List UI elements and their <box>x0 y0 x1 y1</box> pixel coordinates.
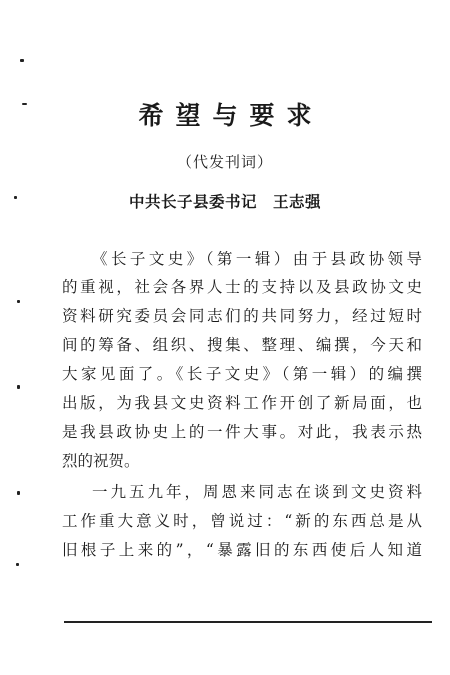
text-line: 资料研究委员会同志们的共同努力，经过短时 <box>62 307 422 325</box>
text-line: 旧根子上来的”，“暴露旧的东西使后人知道 <box>62 541 422 559</box>
page-subtitle: （代发刊词） <box>176 153 273 171</box>
author-line <box>0 190 450 212</box>
text-line: 烈的祝贺。 <box>62 452 140 470</box>
margin-mark <box>20 59 24 62</box>
text-line: 一九五九年，周恩来同志在谈到文史资料 <box>92 483 422 501</box>
page-title: 希望与要求 <box>138 101 324 130</box>
text-line: 是我县政协史上的一件大事。对此，我表示热 <box>62 423 422 441</box>
text-line: 出版，为我县文史资料工作开创了新局面，也 <box>62 394 422 412</box>
margin-mark <box>17 491 20 495</box>
text-line: 《长子文史》（第一辑）由于县政协领导 <box>92 250 422 268</box>
margin-mark <box>17 300 20 303</box>
author-name: 王志强 <box>273 193 322 211</box>
text-line: 的重视，社会各界人士的支持以及县政协文史 <box>62 278 422 296</box>
text-line: 大家见面了。《长子文史》（第一辑）的编撰 <box>62 365 422 383</box>
margin-mark <box>17 385 20 389</box>
margin-mark <box>16 563 19 566</box>
text-line: 工作重大意义时，曾说过：“新的东西总是从 <box>62 512 422 530</box>
text-line: 间的筹备、组织、搜集、整理、编撰，今天和 <box>62 336 422 354</box>
footer-rule <box>64 621 432 623</box>
author-organization: 中共长子县委书记 <box>128 193 257 211</box>
